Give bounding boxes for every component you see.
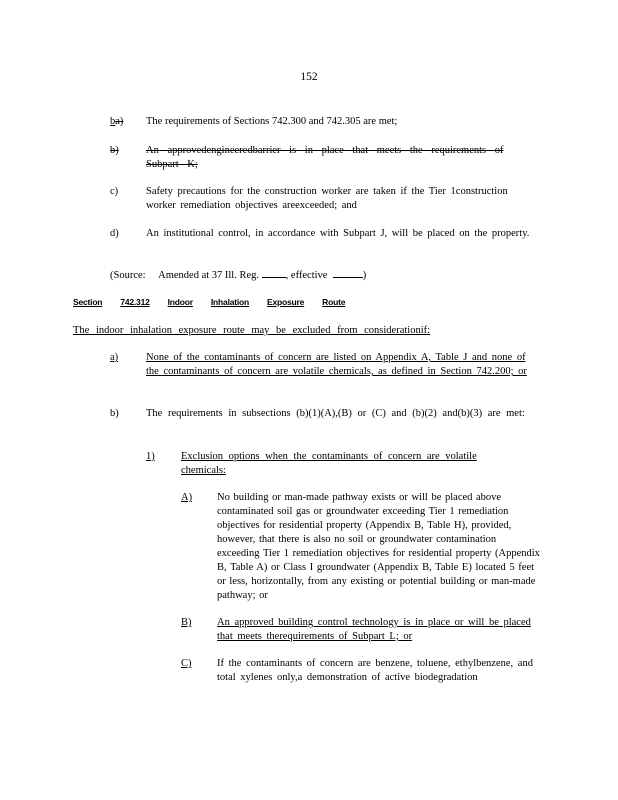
item-text-C: If the contaminants of concern are benzene, toluene, ethylbenzene, and total xylenes only,a demonstration of active biodegradation: [217, 658, 533, 683]
item-label-a: a): [110, 352, 119, 363]
label-a-deleted: a): [115, 116, 124, 127]
item-label-d: d): [110, 228, 119, 239]
item-text-B: An approved building control technology is in place or will be placed that meets therequirements of Subpart L; or: [217, 617, 531, 642]
item-text-a: None of the contaminants of concern are listed on Appendix A, Table J and none of the contaminants of concern are volatile chemicals, as defined in Section 742.200; or: [146, 352, 527, 377]
page-number: 152: [300, 71, 318, 83]
heading-word-route: Route: [322, 297, 346, 307]
item-text-c: Safety precautions for the construction worker are taken if the Tier 1construction worker remediation objectives areexceeded; and: [146, 186, 508, 211]
item-text-d: An institutional control, in accordance with Subpart J, will be placed on the property.: [146, 228, 530, 239]
source-close: ): [362, 270, 367, 281]
label-b-inserted: b: [110, 116, 116, 127]
section-number: 742.312: [120, 297, 150, 307]
effective-blank: [333, 268, 363, 278]
item-text-ba: The requirements of Sections 742.300 and 742.305 are met;: [146, 116, 398, 127]
intro-text: The indoor inhalation exposure route may be excluded from considerationif:: [73, 325, 431, 336]
source-effective: , effective: [285, 270, 328, 281]
source-note: [110, 268, 366, 283]
item-text-1: Exclusion options when the contaminants of concern are volatile chemicals:: [181, 451, 477, 476]
section-heading: [73, 297, 346, 307]
source-amended: Amended at 37 Ill. Reg.: [158, 270, 260, 281]
source-prefix: (Source:: [110, 270, 146, 281]
heading-word-exposure: Exposure: [267, 297, 305, 307]
item-label-C: C): [181, 658, 192, 669]
item-label-c: c): [110, 186, 119, 197]
item-label-b: b): [110, 408, 119, 419]
heading-word-inhalation: Inhalation: [210, 297, 250, 307]
heading-word-indoor: Indoor: [167, 297, 193, 307]
section-word: Section: [73, 297, 103, 307]
item-text-A: No building or man-made pathway exists or will be placed above contaminated soil gas or groundwater exceeding Tier 1 remediation objectives for residential property (Appendix B, Table H), provided, however, that there is also no soil or groundwater contamination exceeding Tier 1 remediation objectives for residential property (Appendix B, Table A) or Class I groundwater (Appendix B, Table E) located 5 feet or less, horizontally, from any existing or potential building or man-made pathway; or: [217, 492, 540, 601]
item-text-b-deleted: An approvedengineeredbarrier is in place that meets the requirements of Subpart K;: [146, 145, 504, 170]
item-label-ba: [110, 115, 123, 129]
item-label-1: 1): [146, 451, 155, 462]
item-text-b: The requirements in subsections (b)(1)(A),(B) or (C) and (b)(2) and(b)(3) are met:: [146, 408, 525, 419]
register-blank: [262, 268, 286, 278]
item-label-A: A): [181, 492, 193, 503]
item-label-B: B): [181, 617, 192, 628]
item-label-b-deleted: b): [110, 145, 119, 156]
